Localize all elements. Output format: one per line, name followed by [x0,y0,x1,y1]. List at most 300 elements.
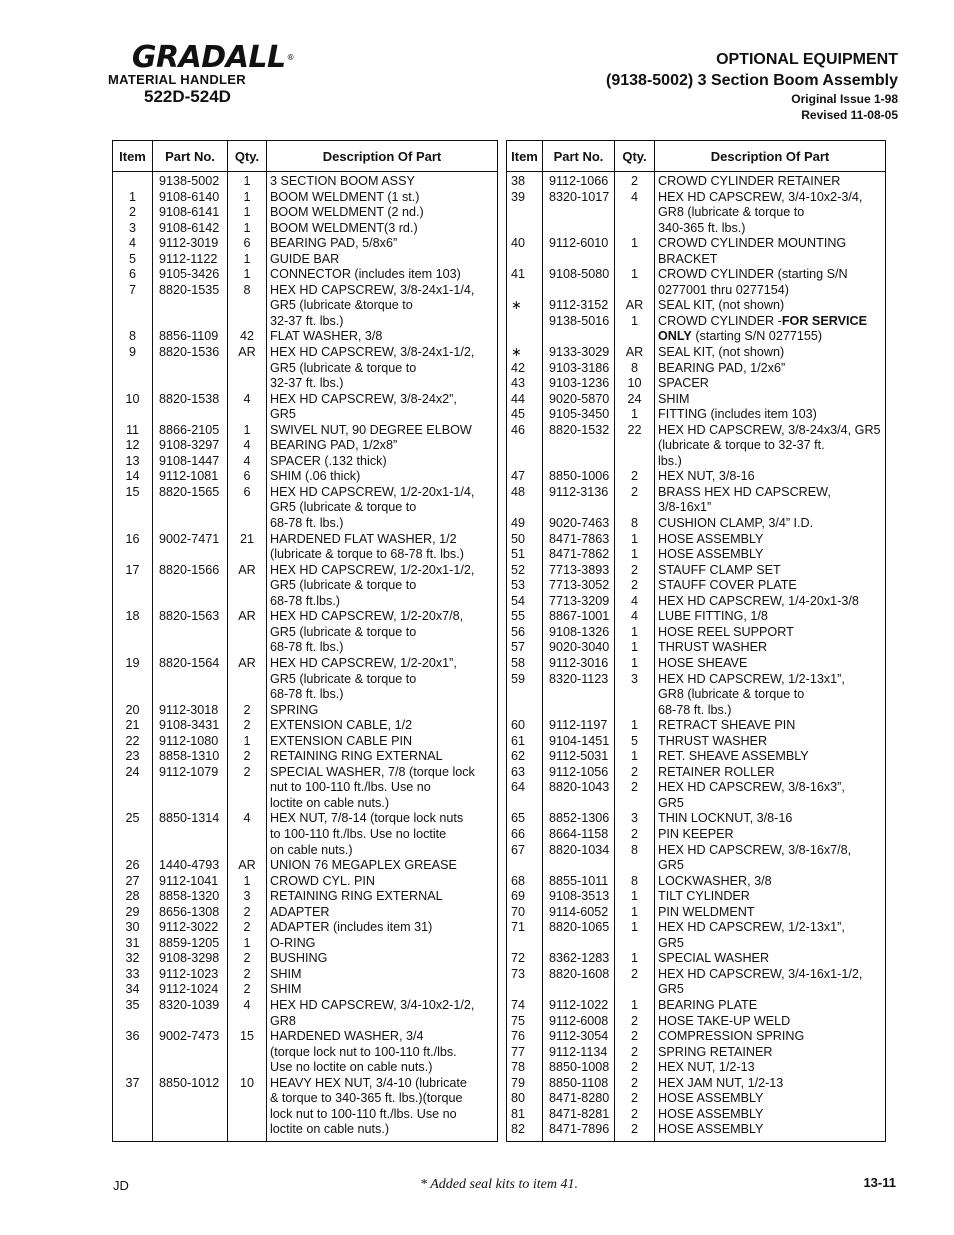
part-number: 8320-1017 [549,189,610,204]
item-number: 32 [125,951,140,966]
item-number: 12 [125,438,140,453]
quantity: 2 [630,174,638,188]
part-number: 9138-5016 [549,313,610,328]
quantity: 4 [630,593,638,608]
description-line: HOSE SHEAVE [658,655,748,670]
part-number: 8820-1034 [549,842,610,857]
item-number: 5 [128,251,136,266]
quantity: 2 [630,1013,638,1028]
description-line: BEARING PLATE [658,997,758,1012]
item-number: 71 [511,920,526,935]
description-line: GR8 (lubricate & torque to [658,205,805,220]
description-line: BEARING PAD, 1/2x6” [658,360,786,375]
description-line: HEX HD CAPSCREW, 1/2-20x7/8, [270,609,464,624]
header-description: Description Of Part [655,141,886,172]
quantity: 1 [630,718,638,733]
quantity: 1 [630,531,638,546]
description-line: 340-365 ft. lbs.) [658,220,746,235]
quantity: 21 [239,531,254,546]
part-number: 9112-3016 [549,655,609,670]
item-number: 16 [125,531,140,546]
item-number: 70 [511,904,526,919]
part-number: 9112-1066 [549,174,609,188]
part-number: 8850-1314 [159,811,220,826]
description-line: THRUST WASHER [658,640,768,655]
quantity: 1 [243,251,251,266]
brand-subtitle: MATERIAL HANDLER [108,72,246,87]
quantity: 1 [630,407,638,422]
quantity: 1 [243,267,251,282]
quantity: 8 [630,516,638,531]
description-line: HEX HD CAPSCREW, 1/2-20x1”, [270,655,457,670]
description-line: (lubricate & torque to 32-37 ft. [658,438,825,453]
item-number: 66 [511,826,526,841]
description-line: to 100-110 ft./lbs. Use no loctite [270,826,447,841]
item-number: 65 [511,811,526,826]
item-number: 15 [125,484,140,499]
quantity: 2 [243,718,251,733]
description-line: 3/8-16x1” [658,500,712,515]
item-number: 51 [511,547,526,562]
item-number: 73 [511,966,526,981]
part-number: 9138-5002 [159,174,220,188]
description-line: HOSE TAKE-UP WELD [658,1013,791,1028]
description-line: 68-78 ft. lbs.) [270,640,344,655]
description-line: CONNECTOR (includes item 103) [270,267,461,282]
header-part-no: Part No. [543,141,615,172]
quantity: 8 [630,873,638,888]
description-line: nut to 100-110 ft./lbs. Use no [270,780,431,795]
quantity: 15 [239,1029,254,1044]
description-line: LOCKWASHER, 3/8 [658,873,772,888]
quantity: 1 [243,205,251,220]
part-number: 9105-3426 [159,267,220,282]
quantity: 2 [243,951,251,966]
description-line: loctite on cable nuts.) [270,1122,390,1137]
part-number: 9112-1081 [159,469,219,484]
part-number: 9002-7471 [159,531,220,546]
part-number: 8867-1001 [549,609,610,624]
item-number: 11 [125,422,140,437]
part-number: 9108-6142 [159,220,220,235]
description-line: ADAPTER [270,904,330,919]
quantity: AR [238,655,256,670]
quantity: 2 [630,1075,638,1090]
header-item: Item [507,141,543,172]
description-line: ONLY (starting S/N 0277155) [658,329,823,344]
item-number: 59 [511,671,526,686]
part-number: 9108-5080 [549,267,610,282]
quantity: 1 [243,220,251,235]
quantity: 4 [243,453,251,468]
page-title: (9138-5002) 3 Section Boom Assembly [606,72,898,89]
item-number: 79 [511,1075,526,1090]
description-line: SWIVEL NUT, 90 DEGREE ELBOW [270,422,472,437]
item-number: 50 [511,531,526,546]
description-line: HOSE ASSEMBLY [658,1091,764,1106]
description-line: lbs.) [658,453,682,468]
quantity: 4 [243,997,251,1012]
brand-block [108,40,308,107]
table-header-row [113,141,498,172]
item-number: 48 [511,484,526,499]
description-line: BUSHING [270,951,328,966]
item-number: 23 [125,749,140,764]
description-line: HEX HD CAPSCREW, 1/2-20x1-1/2, [270,562,475,577]
part-number: 8820-1532 [549,422,610,437]
part-number: 8850-1012 [159,1075,220,1090]
quantity: 1 [630,655,638,670]
item-number: 82 [511,1122,526,1137]
item-number: 40 [511,236,526,251]
description-line: HEX NUT, 7/8-14 (torque lock nuts [270,811,464,826]
description-line: SHIM [270,966,302,981]
description-line: FITTING (includes item 103) [658,407,817,422]
part-number: 8471-7896 [549,1122,610,1137]
part-number: 1440-4793 [159,858,220,873]
quantity: 2 [630,562,638,577]
item-number: 56 [511,624,526,639]
description-line: BOOM WELDMENT (1 st.) [270,189,420,204]
item-number: 4 [128,236,136,251]
description-line: SHIM (.06 thick) [270,469,361,484]
description-line: SEAL KIT, (not shown) [658,345,785,360]
item-number: 49 [511,516,526,531]
part-number: 9104-1451 [549,733,610,748]
item-number: 33 [125,966,140,981]
quantity: 2 [243,702,251,717]
part-number: 8362-1283 [549,951,610,966]
description-line: GUIDE BAR [270,251,340,266]
qty-column [228,172,267,1142]
part-number: 8820-1564 [159,655,220,670]
quantity: 1 [630,749,638,764]
quantity: 10 [627,376,642,391]
part-number: 9108-6140 [159,189,220,204]
description-line: BOOM WELDMENT(3 rd.) [270,220,418,235]
item-number: 39 [511,189,526,204]
item-number: 72 [511,951,526,966]
model-number: 522D-524D [144,87,231,106]
part-number: 8820-1566 [159,562,220,577]
part-number: 9112-3019 [159,236,219,251]
item-number: 37 [125,1075,140,1090]
quantity: AR [238,858,256,873]
description-column [267,172,498,1142]
quantity: 4 [243,391,251,406]
item-number: 20 [125,702,140,717]
description-line: HARDENED WASHER, 3/4 [270,1029,424,1044]
part-number: 8858-1320 [159,889,220,904]
table-body-row [113,172,498,1142]
description-line: SPRING [270,702,319,717]
quantity: 2 [630,1106,638,1121]
quantity: AR [238,609,256,624]
header-qty: Qty. [615,141,655,172]
item-number: 17 [125,562,140,577]
quantity: 1 [630,624,638,639]
part-number: 8820-1536 [159,345,220,360]
quantity: 1 [630,236,638,251]
quantity: 3 [630,671,638,686]
quantity: 2 [243,764,251,779]
part-number: 9112-1197 [549,718,608,733]
description-line: 68-78 ft. lbs.) [270,687,344,702]
item-column [507,172,543,1142]
table-body-row [507,172,886,1142]
item-number: 38 [511,174,526,188]
part-number: 9108-3298 [159,951,220,966]
description-line: GR5 [658,795,684,810]
item-number: 74 [511,997,526,1012]
quantity: 2 [243,904,251,919]
quantity: 1 [243,935,251,950]
description-line: SPECIAL WASHER, 7/8 (torque lock [270,764,475,779]
description-line: HOSE ASSEMBLY [658,1122,764,1137]
description-line: & torque to 340-365 ft. lbs.)(torque [270,1091,463,1106]
item-number: 62 [511,749,526,764]
quantity: 2 [630,484,638,499]
title-block [606,50,898,123]
quantity: 2 [630,578,638,593]
revised-date: Revised 11-08-05 [801,108,898,122]
description-line: SPACER (.132 thick) [270,453,387,468]
description-line: STAUFF COVER PLATE [658,578,797,593]
part-number: 9112-6010 [549,236,609,251]
quantity: 22 [627,422,642,437]
description-line: HEX HD CAPSCREW, 3/8-24x1-1/2, [270,345,475,360]
description-line: lock nut to 100-110 ft./lbs. Use no [270,1106,457,1121]
item-number: 75 [511,1013,526,1028]
description-line: GR5 (lubricate & torque to [270,624,417,639]
part-number: 9108-3513 [549,889,610,904]
issue-date: Original Issue 1-98 [791,92,898,106]
part-number: 9108-1326 [549,624,610,639]
description-line: HEX HD CAPSCREW, 3/4-10x2-1/2, [270,997,475,1012]
description-line: HARDENED FLAT WASHER, 1/2 [270,531,457,546]
description-line: 3 SECTION BOOM ASSY [270,174,415,188]
quantity: AR [625,298,644,313]
quantity: 2 [243,982,251,997]
item-number: 42 [511,360,526,375]
quantity: 6 [243,469,251,484]
description-line: CUSHION CLAMP, 3/4” I.D. [658,516,814,531]
description-line: HEX HD CAPSCREW, 3/8-24x1-1/4, [270,282,475,297]
item-number: 36 [125,1029,140,1044]
part-number: 9112-1022 [549,997,609,1012]
part-number: 9112-1023 [159,966,219,981]
quantity: 2 [630,780,638,795]
item-number: 52 [511,562,526,577]
item-number: 14 [125,469,140,484]
description-line: BRASS HEX HD CAPSCREW, [658,484,831,499]
part-number: 8850-1008 [549,1060,610,1075]
quantity: 3 [243,889,251,904]
item-number: 60 [511,718,526,733]
description-line: THIN LOCKNUT, 3/8-16 [658,811,793,826]
part-number: 9112-1024 [159,982,219,997]
item-number: 31 [125,935,140,950]
item-number: 81 [511,1106,526,1121]
description-line: GR5 [658,858,684,873]
description-line: BEARING PAD, 1/2x8” [270,438,398,453]
item-number: 58 [511,655,526,670]
description-line: HEX HD CAPSCREW, 3/4-10x2-3/4, [658,189,863,204]
description-line: CROWD CYLINDER MOUNTING [658,236,847,251]
quantity: 1 [243,422,251,437]
item-number: 35 [125,997,140,1012]
item-number: 6 [128,267,136,282]
item-number: 44 [511,391,526,406]
description-line: HOSE ASSEMBLY [658,1106,764,1121]
item-number: 46 [511,422,526,437]
description-line: RETRACT SHEAVE PIN [658,718,796,733]
item-number: 3 [128,220,136,235]
part-number: 9112-1080 [159,733,219,748]
header-qty: Qty. [228,141,267,172]
description-line: CROWD CYL. PIN [270,873,375,888]
part-number: 9133-3029 [549,345,610,360]
item-number: 76 [511,1029,526,1044]
description-line: HEX HD CAPSCREW, 3/4-16x1-1/2, [658,966,863,981]
quantity: 5 [630,733,638,748]
description-line: SPECIAL WASHER [658,951,770,966]
item-number: 21 [125,718,140,733]
description-line: HEX NUT, 1/2-13 [658,1060,755,1075]
header-part-no: Part No. [153,141,228,172]
description-line: THRUST WASHER [658,733,768,748]
item-number: 78 [511,1060,526,1075]
description-line: COMPRESSION SPRING [658,1029,805,1044]
page-number: 13-11 [863,1175,896,1190]
description-line: FLAT WASHER, 3/8 [270,329,383,344]
description-line: EXTENSION CABLE PIN [270,733,413,748]
part-number: 9112-3152 [549,298,609,313]
item-number: 13 [125,453,140,468]
description-line: SEAL KIT, (not shown) [658,298,785,313]
part-number: 9112-5031 [549,749,609,764]
quantity: 4 [243,438,251,453]
description-line: GR5 [658,935,684,950]
part-number: 9112-6008 [549,1013,609,1028]
part-number: 8852-1306 [549,811,610,826]
quantity: 2 [630,1122,638,1137]
item-number [113,174,152,190]
part-number: 9112-1056 [549,764,609,779]
part-number: 9020-5870 [549,391,610,406]
item-number: 30 [125,920,140,935]
description-line: GR5 (lubricate &torque to [270,298,413,313]
quantity: 24 [627,391,642,406]
description-line: HEX HD CAPSCREW, 1/2-20x1-1/4, [270,484,475,499]
part-number: 8820-1535 [159,282,220,297]
header-description: Description Of Part [267,141,498,172]
item-number [511,314,542,330]
item-number: 47 [511,469,526,484]
part-number: 9112-1041 [159,873,219,888]
part-number: 9112-1122 [159,251,218,266]
description-line: SPACER [658,376,709,391]
part-number: 9112-3018 [159,702,219,717]
quantity: 1 [630,640,638,655]
item-number: 29 [125,904,140,919]
item-number: 9 [128,345,136,360]
description-line: RETAINING RING EXTERNAL [270,889,443,904]
quantity: 4 [630,189,638,204]
quantity: 1 [243,873,251,888]
part-number: 8820-1565 [159,484,220,499]
description-line: SHIM [270,982,302,997]
part-number: 8859-1205 [159,935,220,950]
description-line: BRACKET [658,251,718,266]
part-number: 8820-1608 [549,966,610,981]
part-number: 8320-1039 [159,997,220,1012]
part-number: 8820-1538 [159,391,220,406]
description-line: CROWD CYLINDER (starting S/N [658,267,848,282]
item-number: 64 [511,780,526,795]
quantity: 2 [243,920,251,935]
description-line: HEX HD CAPSCREW, 3/8-24x2”, [270,391,457,406]
footer-note: * Added seal kits to item 41. [420,1177,578,1192]
part-number: 9112-1079 [159,764,219,779]
description-line: GR5 (lubricate & torque to [270,500,417,515]
description-line: 68-78 ft. lbs.) [270,516,344,531]
description-line: RET. SHEAVE ASSEMBLY [658,749,809,764]
part-number: 8820-1043 [549,780,610,795]
item-number: 10 [125,391,140,406]
quantity: AR [238,562,256,577]
part-column [543,172,615,1142]
part-number: 9020-3040 [549,640,610,655]
quantity: 6 [243,484,251,499]
item-number: 43 [511,376,526,391]
description-line: PIN WELDMENT [658,904,755,919]
part-number: 9108-3431 [159,718,220,733]
part-number: 8471-8281 [549,1106,610,1121]
description-line: 0277001 thru 0277154) [658,282,789,297]
item-number: 18 [125,609,140,624]
quantity: 2 [243,749,251,764]
quantity: 1 [630,951,638,966]
item-number: 22 [125,733,140,748]
description-line: GR5 [658,982,684,997]
description-line: HEX HD CAPSCREW, 1/2-13x1”, [658,671,845,686]
item-number: 25 [125,811,140,826]
item-number: 54 [511,593,526,608]
table-header-row [507,141,886,172]
part-number: 8855-1011 [549,873,609,888]
part-number: 8866-2105 [159,422,220,437]
description-line: SHIM [658,391,690,406]
part-number: 9105-3450 [549,407,610,422]
part-number: 9112-1134 [549,1044,608,1059]
item-number: 63 [511,764,526,779]
description-line: loctite on cable nuts.) [270,795,390,810]
quantity: 8 [630,842,638,857]
item-number: 80 [511,1091,526,1106]
part-number: 8320-1123 [549,671,609,686]
part-number: 9108-1447 [159,453,220,468]
part-number: 9020-7463 [549,516,610,531]
qty-column [615,172,655,1142]
description-line: O-RING [270,935,316,950]
part-number: 8664-1158 [549,826,609,841]
item-number: 1 [128,189,136,204]
description-line: HEX HD CAPSCREW, 3/8-24x3/4, GR5 [658,422,881,437]
quantity: 1 [630,547,638,562]
item-number: 45 [511,407,526,422]
description-line: HEX HD CAPSCREW, 1/4-20x1-3/8 [658,593,859,608]
